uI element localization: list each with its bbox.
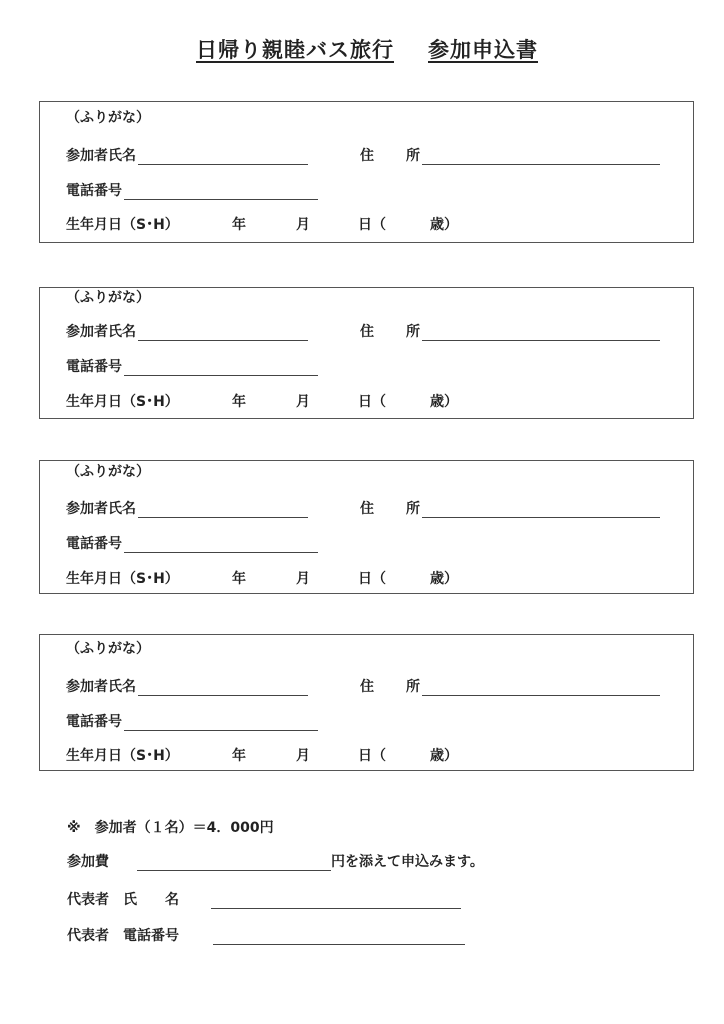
phone-field[interactable] (124, 538, 318, 553)
participant-name-field[interactable] (138, 681, 308, 696)
address-label-ju: 住 (360, 324, 374, 340)
address-label-sho: 所 (406, 148, 420, 164)
phone-label: 電話番号 (66, 714, 122, 730)
address-label-ju: 住 (360, 148, 374, 164)
representative-name-label: 代表者 氏 名 (67, 892, 179, 908)
participant-name-label: 参加者氏名 (66, 324, 136, 340)
age-label: 歳） (430, 217, 458, 233)
address-field[interactable] (422, 326, 660, 341)
address-label-ju: 住 (360, 501, 374, 517)
phone-label: 電話番号 (66, 359, 122, 375)
day-label: 日（ (358, 394, 386, 410)
birthdate-label: 生年月日（S･H） (66, 394, 179, 410)
birthdate-label: 生年月日（S･H） (66, 217, 179, 233)
address-label-sho: 所 (406, 679, 420, 695)
year-label: 年 (232, 394, 246, 410)
month-label: 月 (296, 394, 310, 410)
participant-name-label: 参加者氏名 (66, 679, 136, 695)
phone-field[interactable] (124, 716, 318, 731)
year-label: 年 (232, 571, 246, 587)
fee-label: 参加費 (67, 854, 109, 870)
age-label: 歳） (430, 571, 458, 587)
title-sub: 参加申込書 (428, 38, 538, 62)
year-label: 年 (232, 748, 246, 764)
phone-field[interactable] (124, 361, 318, 376)
address-label-ju: 住 (360, 679, 374, 695)
year-label: 年 (232, 217, 246, 233)
fee-note: ※ 参加者（１名）＝4．000円 (67, 820, 274, 836)
birthdate-label: 生年月日（S･H） (66, 571, 179, 587)
day-label: 日（ (358, 217, 386, 233)
phone-field[interactable] (124, 185, 318, 200)
participant-name-field[interactable] (138, 503, 308, 518)
participant-entry-3 (39, 460, 694, 594)
participant-name-label: 参加者氏名 (66, 501, 136, 517)
fee-suffix: 円を添えて申込みます。 (331, 854, 484, 870)
furigana-label: （ふりがな） (66, 641, 150, 657)
address-field[interactable] (422, 150, 660, 165)
participant-entry-4 (39, 634, 694, 771)
address-label-sho: 所 (406, 501, 420, 517)
representative-phone-field[interactable] (213, 930, 465, 945)
day-label: 日（ (358, 748, 386, 764)
furigana-label: （ふりがな） (66, 290, 150, 306)
participant-name-field[interactable] (138, 326, 308, 341)
furigana-label: （ふりがな） (66, 110, 150, 126)
month-label: 月 (296, 217, 310, 233)
month-label: 月 (296, 571, 310, 587)
birthdate-label: 生年月日（S･H） (66, 748, 179, 764)
participant-entry-2 (39, 287, 694, 419)
participant-entry-1 (39, 101, 694, 243)
representative-phone-label: 代表者 電話番号 (67, 928, 179, 944)
fee-amount-field[interactable] (137, 856, 331, 871)
month-label: 月 (296, 748, 310, 764)
age-label: 歳） (430, 748, 458, 764)
representative-name-field[interactable] (211, 894, 461, 909)
address-field[interactable] (422, 681, 660, 696)
participant-name-field[interactable] (138, 150, 308, 165)
address-field[interactable] (422, 503, 660, 518)
participant-name-label: 参加者氏名 (66, 148, 136, 164)
furigana-label: （ふりがな） (66, 464, 150, 480)
address-label-sho: 所 (406, 324, 420, 340)
phone-label: 電話番号 (66, 183, 122, 199)
day-label: 日（ (358, 571, 386, 587)
title-main: 日帰り親睦バス旅行 (196, 38, 394, 62)
phone-label: 電話番号 (66, 536, 122, 552)
page-title (196, 34, 538, 64)
age-label: 歳） (430, 394, 458, 410)
